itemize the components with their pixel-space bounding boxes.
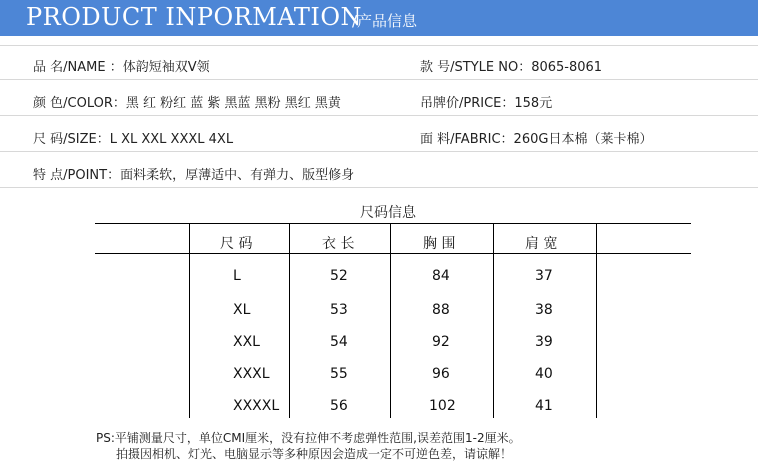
style-number: 款 号/STYLE NO：8065-8061 [420, 60, 603, 75]
table-cell: 39 [535, 334, 553, 350]
table-cell: 102 [429, 398, 456, 414]
banner-subtitle: /产品信息 [352, 12, 418, 30]
product-sizes: 尺 码/SIZE：L XL XXL XXXL 4XL [33, 132, 234, 147]
table-header-size: 尺 码 [220, 236, 253, 252]
product-colors: 颜 色/COLOR：黑 红 粉红 蓝 紫 黑蓝 黑粉 黑红 黑黄 [33, 96, 341, 111]
table-cell: 92 [432, 334, 450, 350]
table-cell: L [233, 268, 241, 284]
table-cell: 40 [535, 366, 553, 382]
divider [0, 45, 758, 46]
table-rule [390, 223, 391, 418]
table-cell: 54 [330, 334, 348, 350]
table-cell: XXXL [233, 366, 270, 382]
divider [0, 79, 758, 80]
table-cell: XXL [233, 334, 260, 350]
table-header-length: 衣 长 [322, 236, 355, 252]
table-cell: 38 [535, 302, 553, 318]
table-cell: 55 [330, 366, 348, 382]
divider [0, 115, 758, 116]
color-difference-note: 拍摄因相机、灯光、电脑显示等多种原因会造成一定不可逆色差，请谅解！ [116, 447, 513, 461]
divider [0, 151, 758, 152]
header-banner [0, 0, 758, 36]
product-price: 吊牌价/PRICE：158元 [420, 96, 553, 111]
table-cell: 96 [432, 366, 450, 382]
table-header-shoulder: 肩 宽 [525, 236, 558, 252]
table-cell: 41 [535, 398, 553, 414]
table-cell: 84 [432, 268, 450, 284]
table-cell: XL [233, 302, 251, 318]
table-cell: 37 [535, 268, 553, 284]
table-header-bust: 胸 围 [423, 236, 456, 252]
table-cell: 56 [330, 398, 348, 414]
banner-title: PRODUCT INPORMATION [26, 3, 362, 31]
divider [0, 187, 758, 188]
table-rule [493, 223, 494, 418]
table-rule [95, 253, 691, 254]
table-rule [596, 223, 597, 418]
table-cell: 53 [330, 302, 348, 318]
measurement-note: PS:平铺测量尺寸，单位CMI厘米，没有拉伸不考虑弹性范围,误差范围1-2厘米。 [96, 431, 521, 445]
product-fabric: 面 料/FABRIC：260G日本棉（莱卡棉） [420, 132, 653, 147]
table-rule [289, 223, 290, 418]
table-cell: 52 [330, 268, 348, 284]
product-name: 品 名/NAME ：体韵短袖双V领 [33, 60, 210, 75]
product-features: 特 点/POINT：面料柔软，厚薄适中、有弹力、版型修身 [33, 168, 355, 183]
size-table-title: 尺码信息 [360, 205, 416, 221]
table-cell: XXXXL [233, 398, 280, 414]
table-cell: 88 [432, 302, 450, 318]
table-rule [95, 223, 691, 224]
table-rule [189, 223, 190, 418]
